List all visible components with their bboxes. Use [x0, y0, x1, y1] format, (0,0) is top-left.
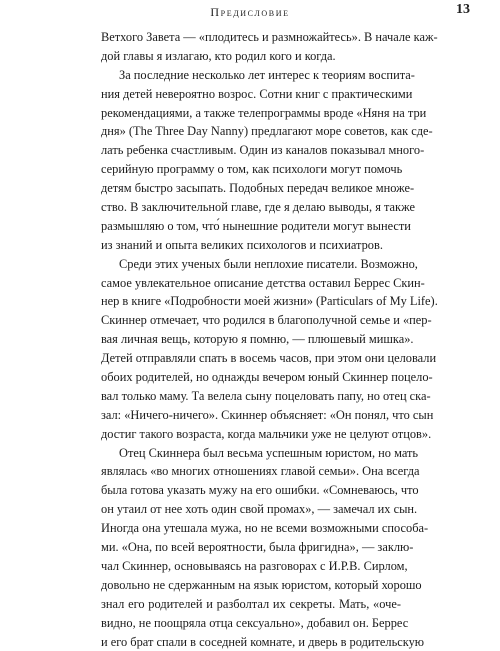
- text-line: размышляю о том, что́ нынешние родители могут вынести: [101, 217, 401, 236]
- text-line: обоих родителей, но однажды вечером юный Скиннер поцело-: [101, 368, 401, 387]
- text-line: довольно не сдержанным на язык юристом, который хорошо: [101, 576, 401, 595]
- page-number: 13: [456, 2, 470, 18]
- text-line: была готова указать мужу на его ошибки. «Сомневаюсь, что: [101, 481, 401, 500]
- text-line: ство. В заключительной главе, где я делаю выводы, я также: [101, 198, 401, 217]
- text-line: зал: «Ничего-ничего». Скиннер объясняет: «Он понял, что сын: [101, 406, 401, 425]
- text-line: дня» (The Three Day Nanny) предлагают море советов, как сде-: [101, 122, 401, 141]
- text-line: рекомендациями, а также телепрограммы вроде «Няня на три: [101, 104, 401, 123]
- text-line: Скиннер отмечает, что родился в благополучной семье и «пер-: [101, 311, 401, 330]
- text-line: нер в книге «Подробности моей жизни» (Particulars of My Life).: [101, 292, 401, 311]
- text-line: являлась «во многих отношениях главой семьи». Она всегда: [101, 462, 401, 481]
- text-line: ми. «Она, по всей вероятности, была фригидна», — заклю-: [101, 538, 401, 557]
- paragraph: [101, 255, 401, 444]
- text-line: серийную программу о том, как психологи могут помочь: [101, 160, 401, 179]
- text-line: дой главы я излагаю, кто родил кого и когда.: [101, 47, 401, 66]
- text-line: чал Скиннер, основываясь на разговорах с И.Р.В. Сирлом,: [101, 557, 401, 576]
- text-line: Отец Скиннера был весьма успешным юристом, но мать: [101, 444, 401, 463]
- text-line: Ветхого Завета — «плодитесь и размножайтесь». В начале каж-: [101, 28, 401, 47]
- text-line: вая личная вещь, которую я помню, — плюшевый мишка».: [101, 330, 401, 349]
- text-line: Среди этих ученых были неплохие писатели. Возможно,: [101, 255, 401, 274]
- running-head-title: Предисловие: [80, 5, 420, 20]
- body-text: [101, 28, 401, 651]
- text-line: и его брат спали в соседней комнате, и дверь в родительскую: [101, 633, 401, 651]
- paragraph: [101, 28, 401, 66]
- text-line: вал только маму. Та велела сыну поцеловать папу, но отец ска-: [101, 387, 401, 406]
- text-line: Детей отправляли спать в восемь часов, при этом они целовали: [101, 349, 401, 368]
- paragraph: [101, 66, 401, 255]
- text-line: из знаний и опыта великих психологов и психиатров.: [101, 236, 401, 255]
- text-line: детям быстро засыпать. Подобных передач великое множе-: [101, 179, 401, 198]
- paragraph: [101, 444, 401, 651]
- text-line: ния детей невероятно возрос. Сотни книг с практическими: [101, 85, 401, 104]
- text-line: Иногда она утешала мужа, но не всеми возможными способа-: [101, 519, 401, 538]
- text-line: лать ребенка счастливым. Один из каналов показывал много-: [101, 141, 401, 160]
- text-line: видно, не поощряла отца сексуально», добавил он. Беррес: [101, 614, 401, 633]
- text-line: самое увлекательное описание детства оставил Беррес Скин-: [101, 274, 401, 293]
- text-line: знал его родителей и разболтал их секреты. Мать, «оче-: [101, 595, 401, 614]
- text-line: достиг такого возраста, когда мальчики уже не целуют отцов».: [101, 425, 401, 444]
- text-line: За последние несколько лет интерес к теориям воспита-: [101, 66, 401, 85]
- text-line: он утаил от нее хоть один свой промах», — замечал их сын.: [101, 500, 401, 519]
